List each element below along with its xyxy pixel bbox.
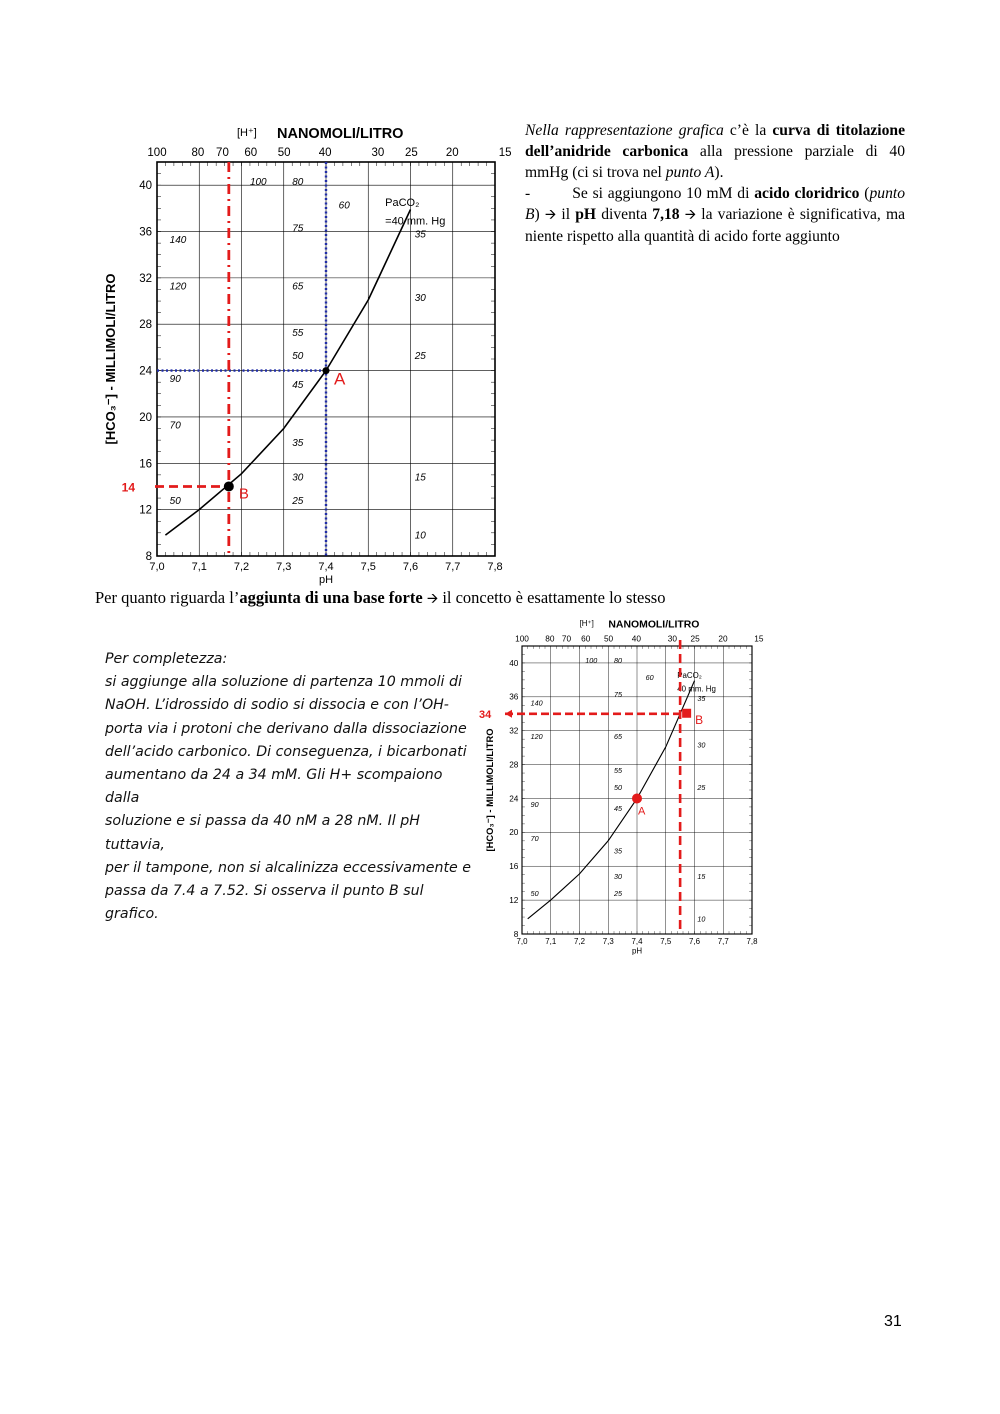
x-tick-label: 7,6 bbox=[689, 937, 700, 947]
y-axis-label: [HCO₃⁻] - MILLIMOLI/LITRO bbox=[103, 273, 118, 445]
point-a-label: A bbox=[334, 369, 346, 389]
y-tick-label: 12 bbox=[139, 504, 152, 517]
note-line: Per completezza: bbox=[105, 651, 228, 667]
top-tick-label: 15 bbox=[498, 147, 512, 159]
isopleth-label: 65 bbox=[614, 732, 622, 742]
separator-sentence bbox=[95, 588, 665, 612]
text-span: il bbox=[556, 206, 576, 223]
isopleth-label: 15 bbox=[414, 472, 426, 484]
text-span: Nella rappresentazione grafica bbox=[525, 122, 724, 139]
isopleth-label: 25 bbox=[614, 888, 622, 898]
top-axis-title: NANOMOLI/LITRO bbox=[277, 126, 404, 142]
top-axis-unit: [H⁺] bbox=[237, 127, 257, 139]
isopleth-label: 90 bbox=[169, 374, 181, 386]
y-tick-label: 32 bbox=[139, 272, 152, 285]
explanation-paragraph bbox=[525, 120, 905, 247]
y-tick-label: 40 bbox=[139, 180, 152, 193]
top-tick-label: 25 bbox=[690, 634, 700, 644]
top-tick-label: 20 bbox=[445, 147, 459, 159]
y-tick-label: 8 bbox=[513, 929, 519, 939]
x-axis-label: pH bbox=[318, 574, 334, 586]
point-b-marker bbox=[224, 481, 234, 491]
x-tick-label: 7,0 bbox=[516, 937, 528, 947]
isopleth-label: 80 bbox=[292, 177, 304, 189]
x-tick-label: 7,3 bbox=[276, 561, 292, 573]
top-tick-label: 30 bbox=[667, 634, 677, 644]
x-tick-label: 7,3 bbox=[602, 937, 614, 947]
point-b-label: B bbox=[695, 712, 704, 727]
y-tick-label: 20 bbox=[509, 828, 519, 838]
y-tick-label: 12 bbox=[509, 895, 519, 905]
isopleth-label: 10 bbox=[414, 530, 426, 542]
chart-1 bbox=[95, 118, 510, 588]
isopleth-label: 30 bbox=[614, 871, 622, 881]
x-tick-label: 7,5 bbox=[660, 937, 672, 947]
y-tick-label: 36 bbox=[139, 226, 152, 239]
point-a-marker bbox=[632, 793, 642, 803]
top-tick-label: 40 bbox=[318, 147, 332, 159]
y-tick-label: 16 bbox=[139, 458, 152, 471]
text-span: pH bbox=[575, 206, 597, 223]
y-tick-label: 20 bbox=[139, 411, 152, 424]
top-axis-unit: [H⁺] bbox=[579, 619, 594, 628]
isopleth-label: 25 bbox=[414, 351, 426, 362]
x-tick-label: 7,4 bbox=[631, 937, 643, 947]
text-span: alla pressione parziale di 40 mmHg (ci si trova nel bbox=[525, 143, 905, 181]
text-span: Per quanto riguarda l’ bbox=[95, 588, 240, 607]
isopleth-label: 55 bbox=[292, 327, 304, 339]
note-line: soluzione e si passa da 40 nM a 28 nM. Il pH tuttavia, bbox=[105, 813, 420, 853]
x-axis-label: pH bbox=[631, 946, 643, 956]
y-tick-label: 40 bbox=[509, 658, 519, 668]
y-tick-label: 24 bbox=[509, 794, 519, 804]
isopleth-label: 15 bbox=[697, 871, 706, 881]
y-tick-label: 8 bbox=[145, 551, 152, 563]
isopleth-label: 35 bbox=[614, 846, 622, 856]
isopleth-label: 65 bbox=[292, 281, 304, 293]
x-tick-label: 7,8 bbox=[487, 561, 503, 573]
text-span: Se si aggiungono 10 mM di bbox=[572, 185, 755, 202]
text-span: acido cloridrico bbox=[754, 185, 860, 202]
text-span: la variazione è significativa, ma niente rispetto alla quantità di acido forte aggiunto bbox=[525, 206, 906, 245]
x-tick-label: 7,6 bbox=[402, 561, 419, 573]
x-tick-label: 7,7 bbox=[717, 937, 729, 947]
note-line: passa da 7.4 a 7.52. Si osserva il punto B sul grafico. bbox=[105, 883, 424, 923]
text-span: ( bbox=[864, 185, 870, 202]
top-tick-label: 40 bbox=[631, 634, 642, 644]
isopleth-label: 120 bbox=[169, 281, 187, 293]
top-tick-label: 100 bbox=[147, 147, 167, 159]
isopleth-label: 100 bbox=[249, 177, 267, 189]
text-span: ) bbox=[534, 206, 545, 223]
curve-label: PaCO₂ bbox=[385, 197, 420, 210]
y-tick-label: 36 bbox=[509, 692, 519, 702]
note-line: dell’acido carbonico. Di conseguenza, i bicarbonati bbox=[105, 743, 467, 760]
isopleth-label: 50 bbox=[614, 783, 622, 792]
top-tick-label: 15 bbox=[754, 634, 764, 644]
isopleth-label: 120 bbox=[530, 732, 543, 742]
note-line: porta via i protoni che derivano dalla dissociazione bbox=[105, 720, 467, 737]
isopleth-label: 35 bbox=[697, 694, 706, 704]
point-a-marker bbox=[323, 367, 330, 374]
bullet-dash: - bbox=[525, 185, 531, 202]
curve-label: PaCO₂ bbox=[677, 671, 702, 681]
point-a-label: A bbox=[638, 805, 646, 818]
curve-label: 40 mm. Hg bbox=[677, 684, 716, 694]
x-tick-label: 7,8 bbox=[746, 937, 758, 947]
top-tick-label: 30 bbox=[371, 147, 385, 159]
completeness-note bbox=[105, 648, 475, 926]
note-line: aumentano da 24 a 34 mM. Gli H+ scompaiono dalla bbox=[105, 767, 443, 807]
note-line: si aggiunge alla soluzione di partenza 10 mmoli di bbox=[105, 674, 462, 691]
top-tick-label: 20 bbox=[718, 634, 728, 644]
text-span: punto B bbox=[525, 185, 905, 223]
isopleth-label: 30 bbox=[414, 293, 426, 305]
y-tick-label: 24 bbox=[139, 365, 152, 378]
top-tick-label: 70 bbox=[216, 147, 229, 159]
isopleth-label: 90 bbox=[530, 799, 539, 809]
isopleth-label: 35 bbox=[292, 437, 304, 449]
isopleth-label: 140 bbox=[169, 235, 187, 247]
text-span: c’è la bbox=[723, 122, 773, 139]
isopleth-label: 10 bbox=[697, 914, 706, 924]
isopleth-label: 50 bbox=[530, 888, 539, 898]
isopleth-label: 100 bbox=[585, 655, 598, 665]
text-span: punto A bbox=[665, 164, 715, 181]
isopleth-label: 75 bbox=[614, 689, 622, 699]
y-axis-label: [HCO₃⁻] - MILLIMOLI/LITRO bbox=[485, 728, 495, 852]
isopleth-label: 60 bbox=[338, 200, 350, 212]
top-tick-label: 80 bbox=[191, 147, 205, 159]
isopleth-label: 25 bbox=[292, 495, 304, 507]
top-tick-label: 60 bbox=[244, 147, 258, 159]
top-tick-label: 50 bbox=[603, 634, 614, 644]
isopleth-label: 50 bbox=[169, 495, 181, 507]
x-tick-label: 7,2 bbox=[574, 937, 585, 947]
note-line: per il tampone, non si alcalinizza eccessivamente e bbox=[105, 859, 471, 876]
isopleth-label: 80 bbox=[614, 655, 622, 665]
isopleth-label: 60 bbox=[645, 672, 654, 682]
text-span: 7,18 bbox=[652, 206, 680, 223]
isopleth-label: 55 bbox=[614, 766, 622, 776]
top-axis-title: NANOMOLI/LITRO bbox=[608, 619, 700, 631]
top-tick-label: 70 bbox=[561, 634, 572, 644]
isopleth-label: 50 bbox=[292, 351, 304, 362]
x-tick-label: 7,4 bbox=[318, 561, 334, 573]
x-tick-label: 7,5 bbox=[360, 561, 376, 573]
y-tick-label: 28 bbox=[139, 319, 152, 332]
text-span: diventa bbox=[596, 206, 653, 223]
point-b-marker bbox=[682, 709, 691, 718]
point-b-label: B bbox=[238, 485, 249, 503]
x-tick-label: 7,7 bbox=[445, 561, 461, 573]
top-tick-label: 80 bbox=[545, 634, 555, 644]
isopleth-label: 75 bbox=[292, 223, 304, 235]
point-b-y-label: 14 bbox=[121, 480, 135, 495]
top-tick-label: 50 bbox=[277, 147, 291, 159]
isopleth-label: 45 bbox=[292, 379, 304, 391]
isopleth-label: 30 bbox=[697, 740, 706, 750]
text-span: aggiunta di una base forte bbox=[239, 588, 423, 607]
x-tick-label: 7,1 bbox=[191, 561, 207, 573]
arrow-icon: 🡪 bbox=[544, 207, 557, 223]
top-tick-label: 60 bbox=[581, 634, 591, 644]
isopleth-label: 140 bbox=[530, 698, 543, 708]
isopleth-label: 35 bbox=[414, 229, 426, 241]
page-number: 31 bbox=[884, 1313, 902, 1330]
isopleth-label: 45 bbox=[614, 804, 622, 814]
top-tick-label: 100 bbox=[515, 634, 529, 644]
isopleth-label: 70 bbox=[169, 420, 181, 432]
curve-label: =40 mm. Hg bbox=[385, 215, 446, 228]
isopleth-label: 70 bbox=[530, 833, 539, 843]
isopleth-label: 30 bbox=[292, 472, 304, 484]
y-tick-label: 16 bbox=[509, 862, 519, 872]
arrow-icon: 🡪 bbox=[684, 207, 697, 223]
note-line: NaOH. L’idrossido di sodio si dissocia e con l’OH- bbox=[105, 697, 449, 714]
point-b-y-label: 34 bbox=[479, 708, 492, 721]
x-tick-label: 7,1 bbox=[545, 937, 557, 947]
chart-2 bbox=[475, 614, 765, 960]
x-tick-label: 7,0 bbox=[149, 561, 165, 573]
top-tick-label: 25 bbox=[404, 147, 418, 159]
text-span: il concetto è esattamente lo stesso bbox=[438, 588, 666, 607]
y-tick-label: 32 bbox=[509, 726, 519, 736]
text-span: curva di titolazione dell’anidride carbonica bbox=[525, 122, 906, 160]
x-tick-label: 7,2 bbox=[233, 561, 250, 573]
text-span: ). bbox=[714, 164, 724, 181]
isopleth-label: 25 bbox=[697, 783, 706, 792]
arrow-icon: 🡪 bbox=[426, 591, 439, 607]
y-tick-label: 28 bbox=[509, 760, 519, 770]
